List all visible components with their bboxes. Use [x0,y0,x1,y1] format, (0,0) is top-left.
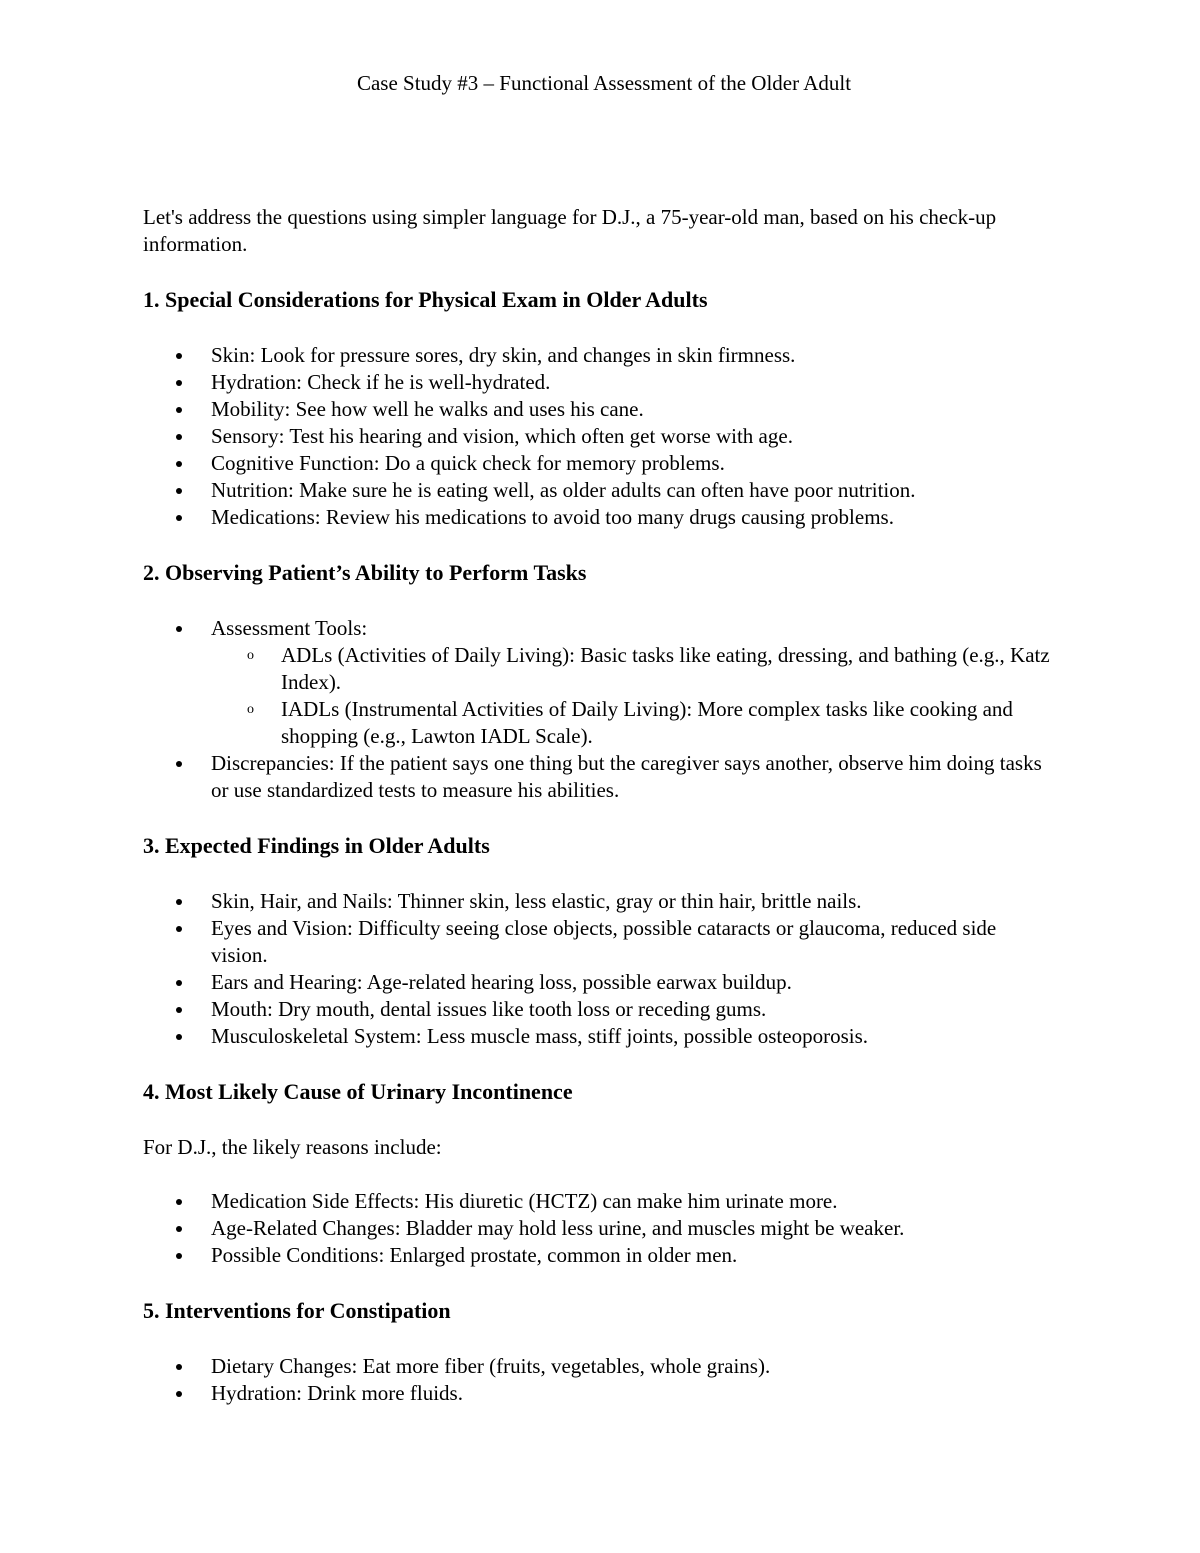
list-item [143,1380,1050,1407]
section-constipation [143,1297,1050,1407]
list-item [143,1023,1050,1050]
list-item [143,915,1050,969]
bullet-list [143,888,1050,1050]
list-item-text: Medications: Review his medications to avoid too many drugs causing problems. [211,505,894,529]
list-item [143,1353,1050,1380]
bullet-icon [176,1391,182,1397]
list-item-text: Skin, Hair, and Nails: Thinner skin, less elastic, gray or thin hair, brittle nails. [211,889,862,913]
section-physical-exam [143,286,1050,531]
sub-list-item [211,642,1050,696]
bullet-icon [176,488,182,494]
bullet-list [143,1188,1050,1269]
list-item [143,342,1050,369]
section-heading: 1. Special Considerations for Physical Exam in Older Adults [143,287,708,312]
list-item-text: Mouth: Dry mouth, dental issues like tooth loss or receding gums. [211,997,767,1021]
list-item [143,996,1050,1023]
section-heading: 2. Observing Patient’s Ability to Perform Tasks [143,560,587,585]
list-item-text: Hydration: Check if he is well-hydrated. [211,370,551,394]
list-item-text: Nutrition: Make sure he is eating well, as older adults can often have poor nutrition. [211,478,916,502]
list-item-text: Dietary Changes: Eat more fiber (fruits, vegetables, whole grains). [211,1354,771,1378]
bullet-list [143,342,1050,531]
bullet-icon [176,380,182,386]
sub-list-item-text: ADLs (Activities of Daily Living): Basic tasks like eating, dressing, and bathing (e.g., Katz Index). [281,643,1050,694]
bullet-list [143,615,1050,804]
list-item-text: Musculoskeletal System: Less muscle mass, stiff joints, possible osteoporosis. [211,1024,868,1048]
bullet-icon [176,980,182,986]
list-item [143,1242,1050,1269]
list-item [143,615,1050,750]
bullet-icon [176,1199,182,1205]
list-item-text: Ears and Hearing: Age-related hearing loss, possible earwax buildup. [211,970,792,994]
intro-paragraph: Let's address the questions using simpler language for D.J., a 75-year-old man, based on his check-up information. [143,205,997,256]
document-title: Case Study #3 – Functional Assessment of the Older Adult [356,71,852,95]
bullet-icon [176,515,182,521]
list-item [143,477,1050,504]
list-item-text: Skin: Look for pressure sores, dry skin, and changes in skin firmness. [211,343,796,367]
section-heading: 3. Expected Findings in Older Adults [143,833,490,858]
bullet-icon [176,761,182,767]
list-item [143,888,1050,915]
sub-list [211,642,1050,750]
bullet-icon [176,461,182,467]
bullet-icon [176,1226,182,1232]
section-task-ability [143,559,1050,804]
bullet-icon [176,353,182,359]
section-urinary-incontinence [143,1078,1050,1269]
list-item [143,450,1050,477]
list-item-text: Possible Conditions: Enlarged prostate, common in older men. [211,1243,738,1267]
list-item-text: Hydration: Drink more fluids. [211,1381,463,1405]
bullet-icon [176,1034,182,1040]
list-item-text: Medication Side Effects: His diuretic (HCTZ) can make him urinate more. [211,1189,838,1213]
bullet-icon [176,1253,182,1259]
list-item-text: Assessment Tools: [211,616,368,640]
list-item-text: Sensory: Test his hearing and vision, which often get worse with age. [211,424,793,448]
bullet-list [143,1353,1050,1407]
list-item [143,423,1050,450]
list-item [143,396,1050,423]
sub-list-item [211,696,1050,750]
list-item-text: Eyes and Vision: Difficulty seeing close objects, possible cataracts or glaucoma, reduced side vision. [211,916,997,967]
list-item [143,1188,1050,1215]
bullet-icon [176,626,182,632]
list-item-text: Mobility: See how well he walks and uses his cane. [211,397,644,421]
bullet-icon [176,899,182,905]
bullet-icon [176,434,182,440]
bullet-icon [176,1007,182,1013]
list-item [143,504,1050,531]
bullet-icon [176,407,182,413]
bullet-icon [176,926,182,932]
section-heading: 4. Most Likely Cause of Urinary Incontinence [143,1079,573,1104]
bullet-icon [176,1364,182,1370]
list-item [143,369,1050,396]
circle-bullet-icon: o [247,702,254,717]
section-expected-findings [143,832,1050,1050]
list-item-text: Age-Related Changes: Bladder may hold less urine, and muscles might be weaker. [211,1216,905,1240]
section-heading: 5. Interventions for Constipation [143,1298,451,1323]
list-item [143,1215,1050,1242]
list-item-text: Cognitive Function: Do a quick check for memory problems. [211,451,725,475]
list-item [143,750,1050,804]
circle-bullet-icon: o [247,648,254,663]
section-lead-text: For D.J., the likely reasons include: [143,1135,442,1159]
list-item-text: Discrepancies: If the patient says one thing but the caregiver says another, observe him doing tasks or use standardized tests to measure his abilities. [211,751,1042,802]
list-item [143,969,1050,996]
sub-list-item-text: IADLs (Instrumental Activities of Daily Living): More complex tasks like cooking and shopping (e.g., Lawton IADL Scale). [281,697,1013,748]
